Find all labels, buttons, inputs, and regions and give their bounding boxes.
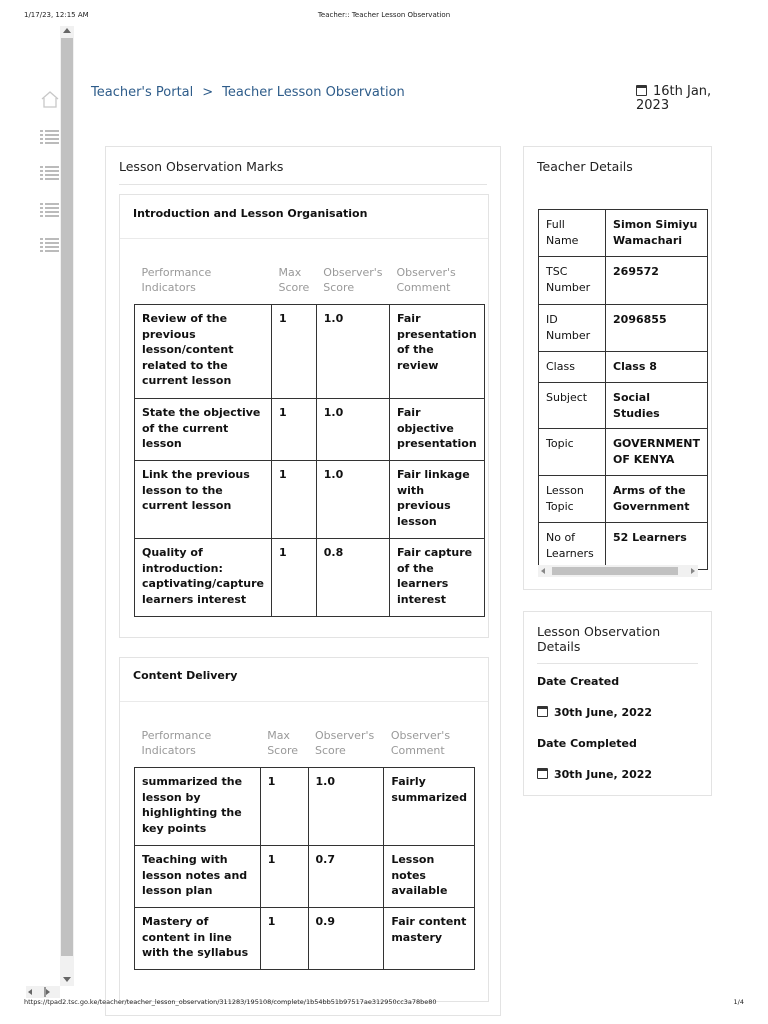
marks-card-title: Lesson Observation Marks [119,159,284,174]
print-datetime: 1/17/23, 12:15 AM [24,11,89,19]
column-header: Observer's Score [323,266,383,294]
detail-value: Class 8 [606,352,708,383]
observer-comment-cell: Lesson notes available [384,846,475,908]
breadcrumb-current[interactable]: Teacher Lesson Observation [222,85,405,100]
detail-key: ID Number [539,305,606,352]
table-row [539,476,708,523]
table-row [539,210,708,257]
observer-comment-cell: Fair linkage with previous lesson [390,461,485,539]
observer-comment-cell: Fair content mastery [384,908,475,970]
observer-score-cell: 1.0 [316,461,389,539]
list-icon[interactable] [40,164,60,182]
date-created-label: Date Created [537,675,620,688]
print-page-number: 1/4 [733,998,744,1006]
breadcrumb [91,85,405,100]
observer-score-cell: 1.0 [316,305,389,399]
table-row [135,846,475,908]
scrollbar-thumb[interactable] [552,567,678,575]
column-header: Performance Indicators [141,266,212,294]
list-icon[interactable] [40,201,60,219]
table-row [539,429,708,476]
table-row [135,908,475,970]
detail-key: Subject [539,383,606,429]
detail-key: No of Learners [539,523,606,570]
observation-details-card [523,611,712,796]
observer-score-cell: 0.7 [308,846,384,908]
detail-value: Simon Simiyu Wamachari [606,210,708,257]
detail-key: Class [539,352,606,383]
detail-key: Full Name [539,210,606,257]
date-completed-label: Date Completed [537,737,637,750]
detail-value: 52 Learners [606,523,708,570]
observer-score-cell: 0.8 [316,539,389,617]
table-row [539,257,708,305]
indicator-cell: Link the previous lesson to the current lesson [135,461,272,539]
indicator-cell: Quality of introduction: captivating/capture learners interest [135,539,272,617]
detail-value: Arms of the Government [606,476,708,523]
header-date-text: 16th Jan, 2023 [636,84,712,113]
observation-table [134,258,485,617]
horizontal-scrollbar-page[interactable] [26,986,60,998]
calendar-icon [636,85,647,96]
section-title: Content Delivery [133,669,238,682]
observer-score-cell: 0.9 [308,908,384,970]
observer-score-cell: 1.0 [308,768,384,846]
max-score-cell: 1 [260,768,308,846]
teacher-details-table [538,209,708,570]
detail-key: TSC Number [539,257,606,305]
max-score-cell: 1 [271,305,316,399]
indicator-cell: State the objective of the current lesson [135,399,272,461]
observer-comment-cell: Fair objective presentation [390,399,485,461]
header-date [636,85,726,113]
table-row [135,768,475,846]
max-score-cell: 1 [271,461,316,539]
marks-card [105,146,501,1016]
print-title: Teacher:: Teacher Lesson Observation [317,11,451,19]
indicator-cell: summarized the lesson by highlighting the key points [135,768,261,846]
home-icon[interactable] [40,90,60,108]
table-row [135,399,485,461]
observer-comment-cell: Fair presentation of the review [390,305,485,399]
teacher-details-title: Teacher Details [537,159,633,174]
column-header: Max Score [278,266,310,294]
breadcrumb-root-link[interactable]: Teacher's Portal [91,85,194,100]
teacher-details-card [523,146,712,590]
table-row [135,305,485,399]
detail-value: 2096855 [606,305,708,352]
column-header: Max Score [267,729,299,757]
section-title: Introduction and Lesson Organisation [133,207,368,220]
table-row [539,352,708,383]
date-completed [537,768,652,781]
observation-details-title: Lesson Observation Details [537,624,661,654]
scroll-down-arrow-icon[interactable] [63,977,71,982]
column-header: Performance Indicators [141,729,212,757]
scrollbar-thumb[interactable] [61,38,73,956]
observer-comment-cell: Fair capture of the learners interest [390,539,485,617]
indicator-cell: Teaching with lesson notes and lesson plan [135,846,261,908]
scroll-up-arrow-icon[interactable] [63,28,71,33]
table-horizontal-scrollbar[interactable] [538,565,698,577]
breadcrumb-separator: > [202,85,214,100]
indicator-cell: Mastery of content in line with the syllabus [135,908,261,970]
print-footer [24,998,744,1010]
detail-value: GOVERNMENT OF KENYA [606,429,708,476]
scroll-left-arrow-icon[interactable] [541,568,545,574]
section-introduction [119,194,489,638]
list-icon[interactable] [40,128,60,146]
print-header [24,11,744,23]
table-row [135,461,485,539]
scroll-left-arrow-icon[interactable] [28,989,32,995]
column-header: Observer's Score [315,729,375,757]
table-row [539,523,708,570]
table-row [135,539,485,617]
list-icon[interactable] [40,236,60,254]
max-score-cell: 1 [260,908,308,970]
detail-value: Social Studies [606,383,708,429]
indicator-cell: Review of the previous lesson/content related to the current lesson [135,305,272,399]
date-created [537,706,652,719]
calendar-icon [537,768,548,779]
observer-comment-cell: Fairly summarized [384,768,475,846]
observation-table [134,721,475,970]
max-score-cell: 1 [260,846,308,908]
table-row [539,383,708,429]
print-url: https://tpad2.tsc.go.ke/teacher/teacher_lesson_observation/311283/195108/complete/1b54bb51b97517ae312950cc3a78be80 [24,998,437,1006]
max-score-cell: 1 [271,399,316,461]
date-completed-value: 30th June, 2022 [554,768,653,781]
detail-value: 269572 [606,257,708,305]
scroll-right-arrow-icon[interactable] [46,989,50,995]
detail-key: Topic [539,429,606,476]
detail-key: Lesson Topic [539,476,606,523]
column-header: Observer's Comment [396,266,456,294]
observer-score-cell: 1.0 [316,399,389,461]
vertical-scrollbar[interactable] [60,26,74,986]
section-content-delivery [119,657,489,1002]
max-score-cell: 1 [271,539,316,617]
scroll-right-arrow-icon[interactable] [691,568,695,574]
table-row [539,305,708,352]
column-header: Observer's Comment [390,729,451,757]
calendar-icon [537,706,548,717]
date-created-value: 30th June, 2022 [554,706,653,719]
